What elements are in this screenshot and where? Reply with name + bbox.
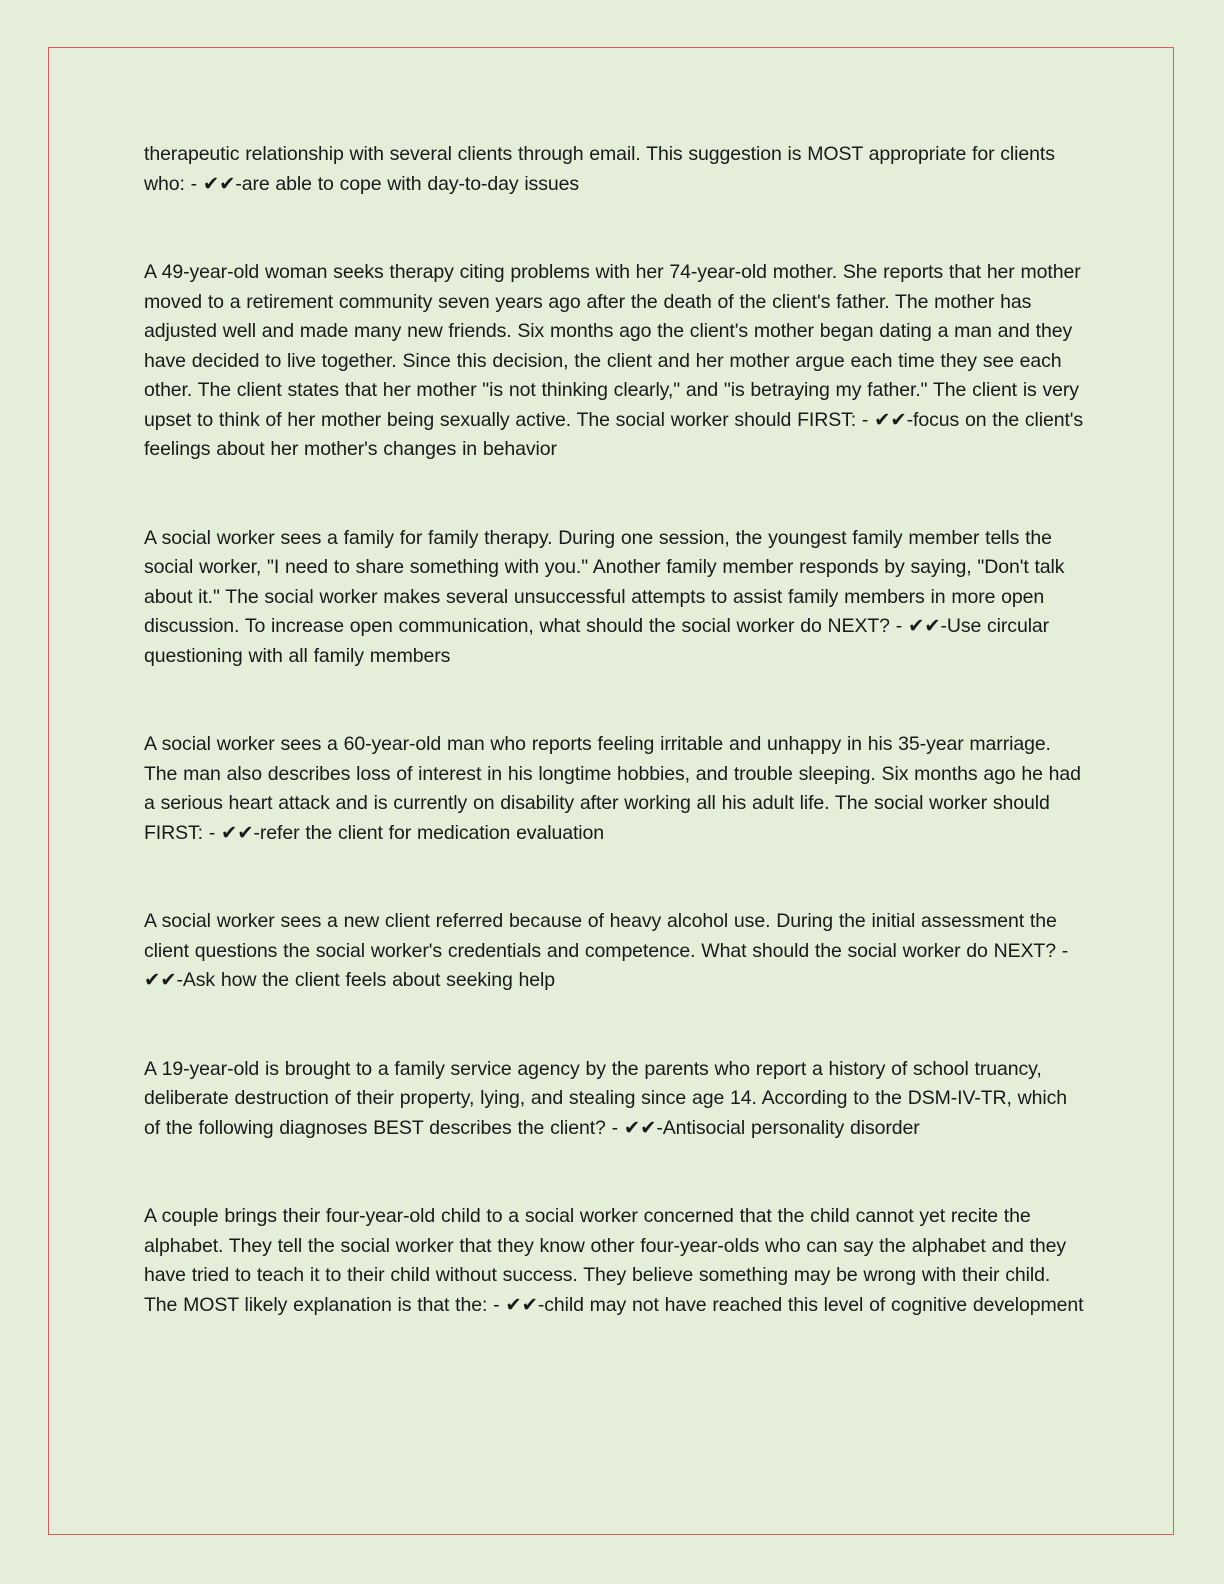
separator: -: [1055, 939, 1069, 962]
separator: -: [203, 821, 222, 844]
qa-item: [144, 1055, 1084, 1144]
separator: -: [487, 1293, 506, 1316]
question-text: A couple brings their four-year-old child to a social worker concerned that the child cannot yet recite the alphabet. They tell the social worker that they know other four-year-olds who can say the alphabet and they have tried to teach it to their child without success. They believe something may be wrong with their child. The MOST likely explanation is that the:: [144, 1205, 1067, 1316]
answer-text: -refer the client for medication evaluation: [253, 821, 604, 844]
check-icon: ✔✔: [505, 1293, 538, 1316]
question-text: therapeutic relationship with several clients through email. This suggestion is MOST appropriate for clients who:: [144, 143, 1055, 195]
qa-item: [144, 140, 1084, 199]
qa-item: [144, 524, 1084, 672]
question-text: A 19-year-old is brought to a family service agency by the parents who report a history of school truancy, deliberate destruction of their property, lying, and stealing since age 14. According to the DSM-IV-TR, which of the following diagnoses BEST describes the client?: [144, 1057, 1067, 1139]
separator: -: [856, 408, 875, 431]
qa-item: [144, 907, 1084, 996]
check-icon: ✔✔: [874, 408, 907, 431]
answer-text: -are able to cope with day-to-day issues: [235, 172, 579, 195]
qa-item: [144, 258, 1084, 465]
qa-item: [144, 730, 1084, 848]
question-text: A social worker sees a 60-year-old man who reports feeling irritable and unhappy in his 35-year marriage. The man also describes loss of interest in his longtime hobbies, and trouble sleeping. Six months ago he had a serious heart attack and is currently on disability after working all his adult life. The social worker should FIRST:: [144, 733, 1081, 844]
answer-text: -child may not have reached this level of cognitive development: [537, 1293, 1084, 1316]
qa-item: [144, 1202, 1084, 1320]
check-icon: ✔✔: [221, 821, 254, 844]
check-icon: ✔✔: [144, 969, 177, 991]
document-body: [144, 140, 1084, 1379]
separator: -: [184, 172, 203, 195]
answer-text: -focus on the client's feelings about her mother's changes in behavior: [144, 408, 1084, 460]
answer-text: -Antisocial personality disorder: [656, 1116, 920, 1139]
separator: -: [605, 1116, 624, 1139]
answer-text: -Use circular questioning with all family members: [144, 615, 1050, 667]
check-icon: ✔✔: [623, 1116, 657, 1139]
question-text: A 49-year-old woman seeks therapy citing problems with her 74-year-old mother. She reports that her mother moved to a retirement community seven years ago after the death of the client's father. The mother has adjusted well and made many new friends. Six months ago the client's mother began dating a man and they have decided to live together. Since this decision, the client and her mother argue each time they see each other. The client states that her mother "is not thinking clearly," and "is betraying my father." The client is very upset to think of her mother being sexually active. The social worker should FIRST:: [144, 261, 1081, 431]
check-icon: ✔✔: [907, 615, 941, 637]
answer-text: -Ask how the client feels about seeking help: [176, 969, 555, 991]
check-icon: ✔✔: [202, 172, 236, 195]
separator: -: [889, 615, 908, 637]
question-text: A social worker sees a family for family therapy. During one session, the youngest family member tells the social worker, "I need to share something with you." Another family member responds by saying, "Don't talk about it." The social worker makes several unsuccessful attempts to assist family members in more open discussion. To increase open communication, what should the social worker do NEXT?: [144, 526, 1065, 637]
question-text: A social worker sees a new client referred because of heavy alcohol use. During the initial assessment the client questions the social worker's credentials and competence. What should the social worker do NEXT?: [144, 910, 1057, 962]
